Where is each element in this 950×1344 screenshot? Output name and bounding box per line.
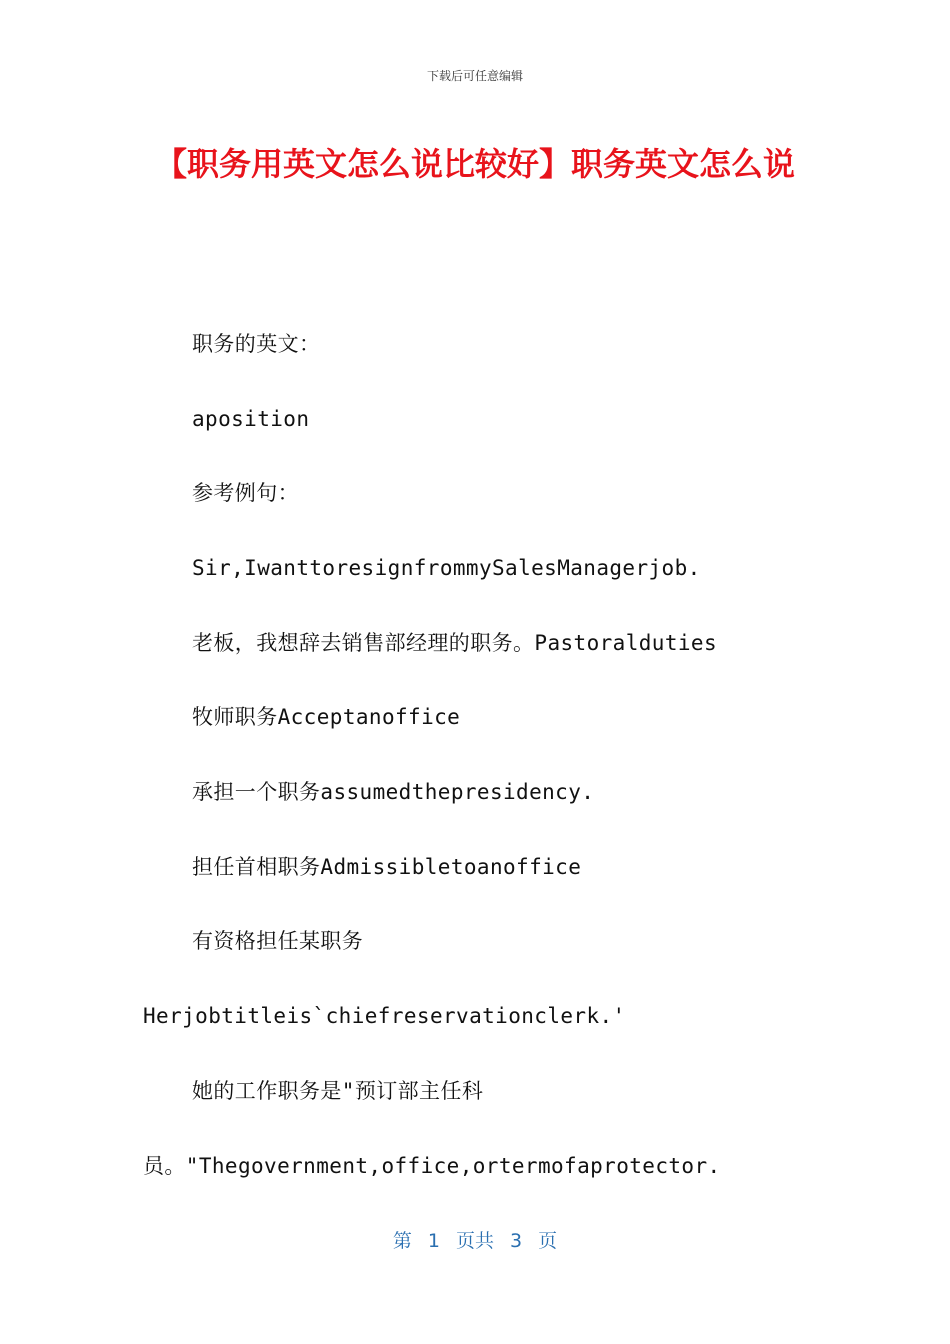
body-line: 有资格担任某职务 (192, 929, 364, 953)
body-line: 承担一个职务assumedthepresidency. (192, 780, 595, 804)
body-line: 参考例句： (192, 481, 299, 505)
header-note: 下载后可任意编辑 (426, 69, 523, 83)
total-pages: 3 (510, 1230, 523, 1252)
body-line: 员。"Thegovernment,office,ortermofaprotector. (143, 1154, 721, 1178)
body-line: Herjobtitleis`chiefreservationclerk.' (143, 1004, 626, 1028)
page-footer (0, 1226, 950, 1253)
page-label: 第 (392, 1230, 412, 1252)
body-line: 她的工作职务是"预订部主任科 (192, 1079, 484, 1103)
body-line: 担任首相职务Admissibletoanoffice (192, 855, 582, 879)
body-line: 老板，我想辞去销售部经理的职务。Pastoralduties (192, 631, 718, 655)
page-number: 1 (427, 1230, 440, 1252)
document-title: 【职务用英文怎么说比较好】职务英文怎么说 (154, 145, 795, 183)
body-line: Sir,IwanttoresignfrommySalesManagerjob. (192, 556, 701, 580)
body-line: 职务的英文： (192, 332, 321, 356)
total-label: 页共 (455, 1230, 494, 1252)
body-line: 牧师职务Acceptanoffice (192, 705, 461, 729)
body-line: aposition (192, 407, 310, 431)
page-suffix: 页 (538, 1230, 558, 1252)
